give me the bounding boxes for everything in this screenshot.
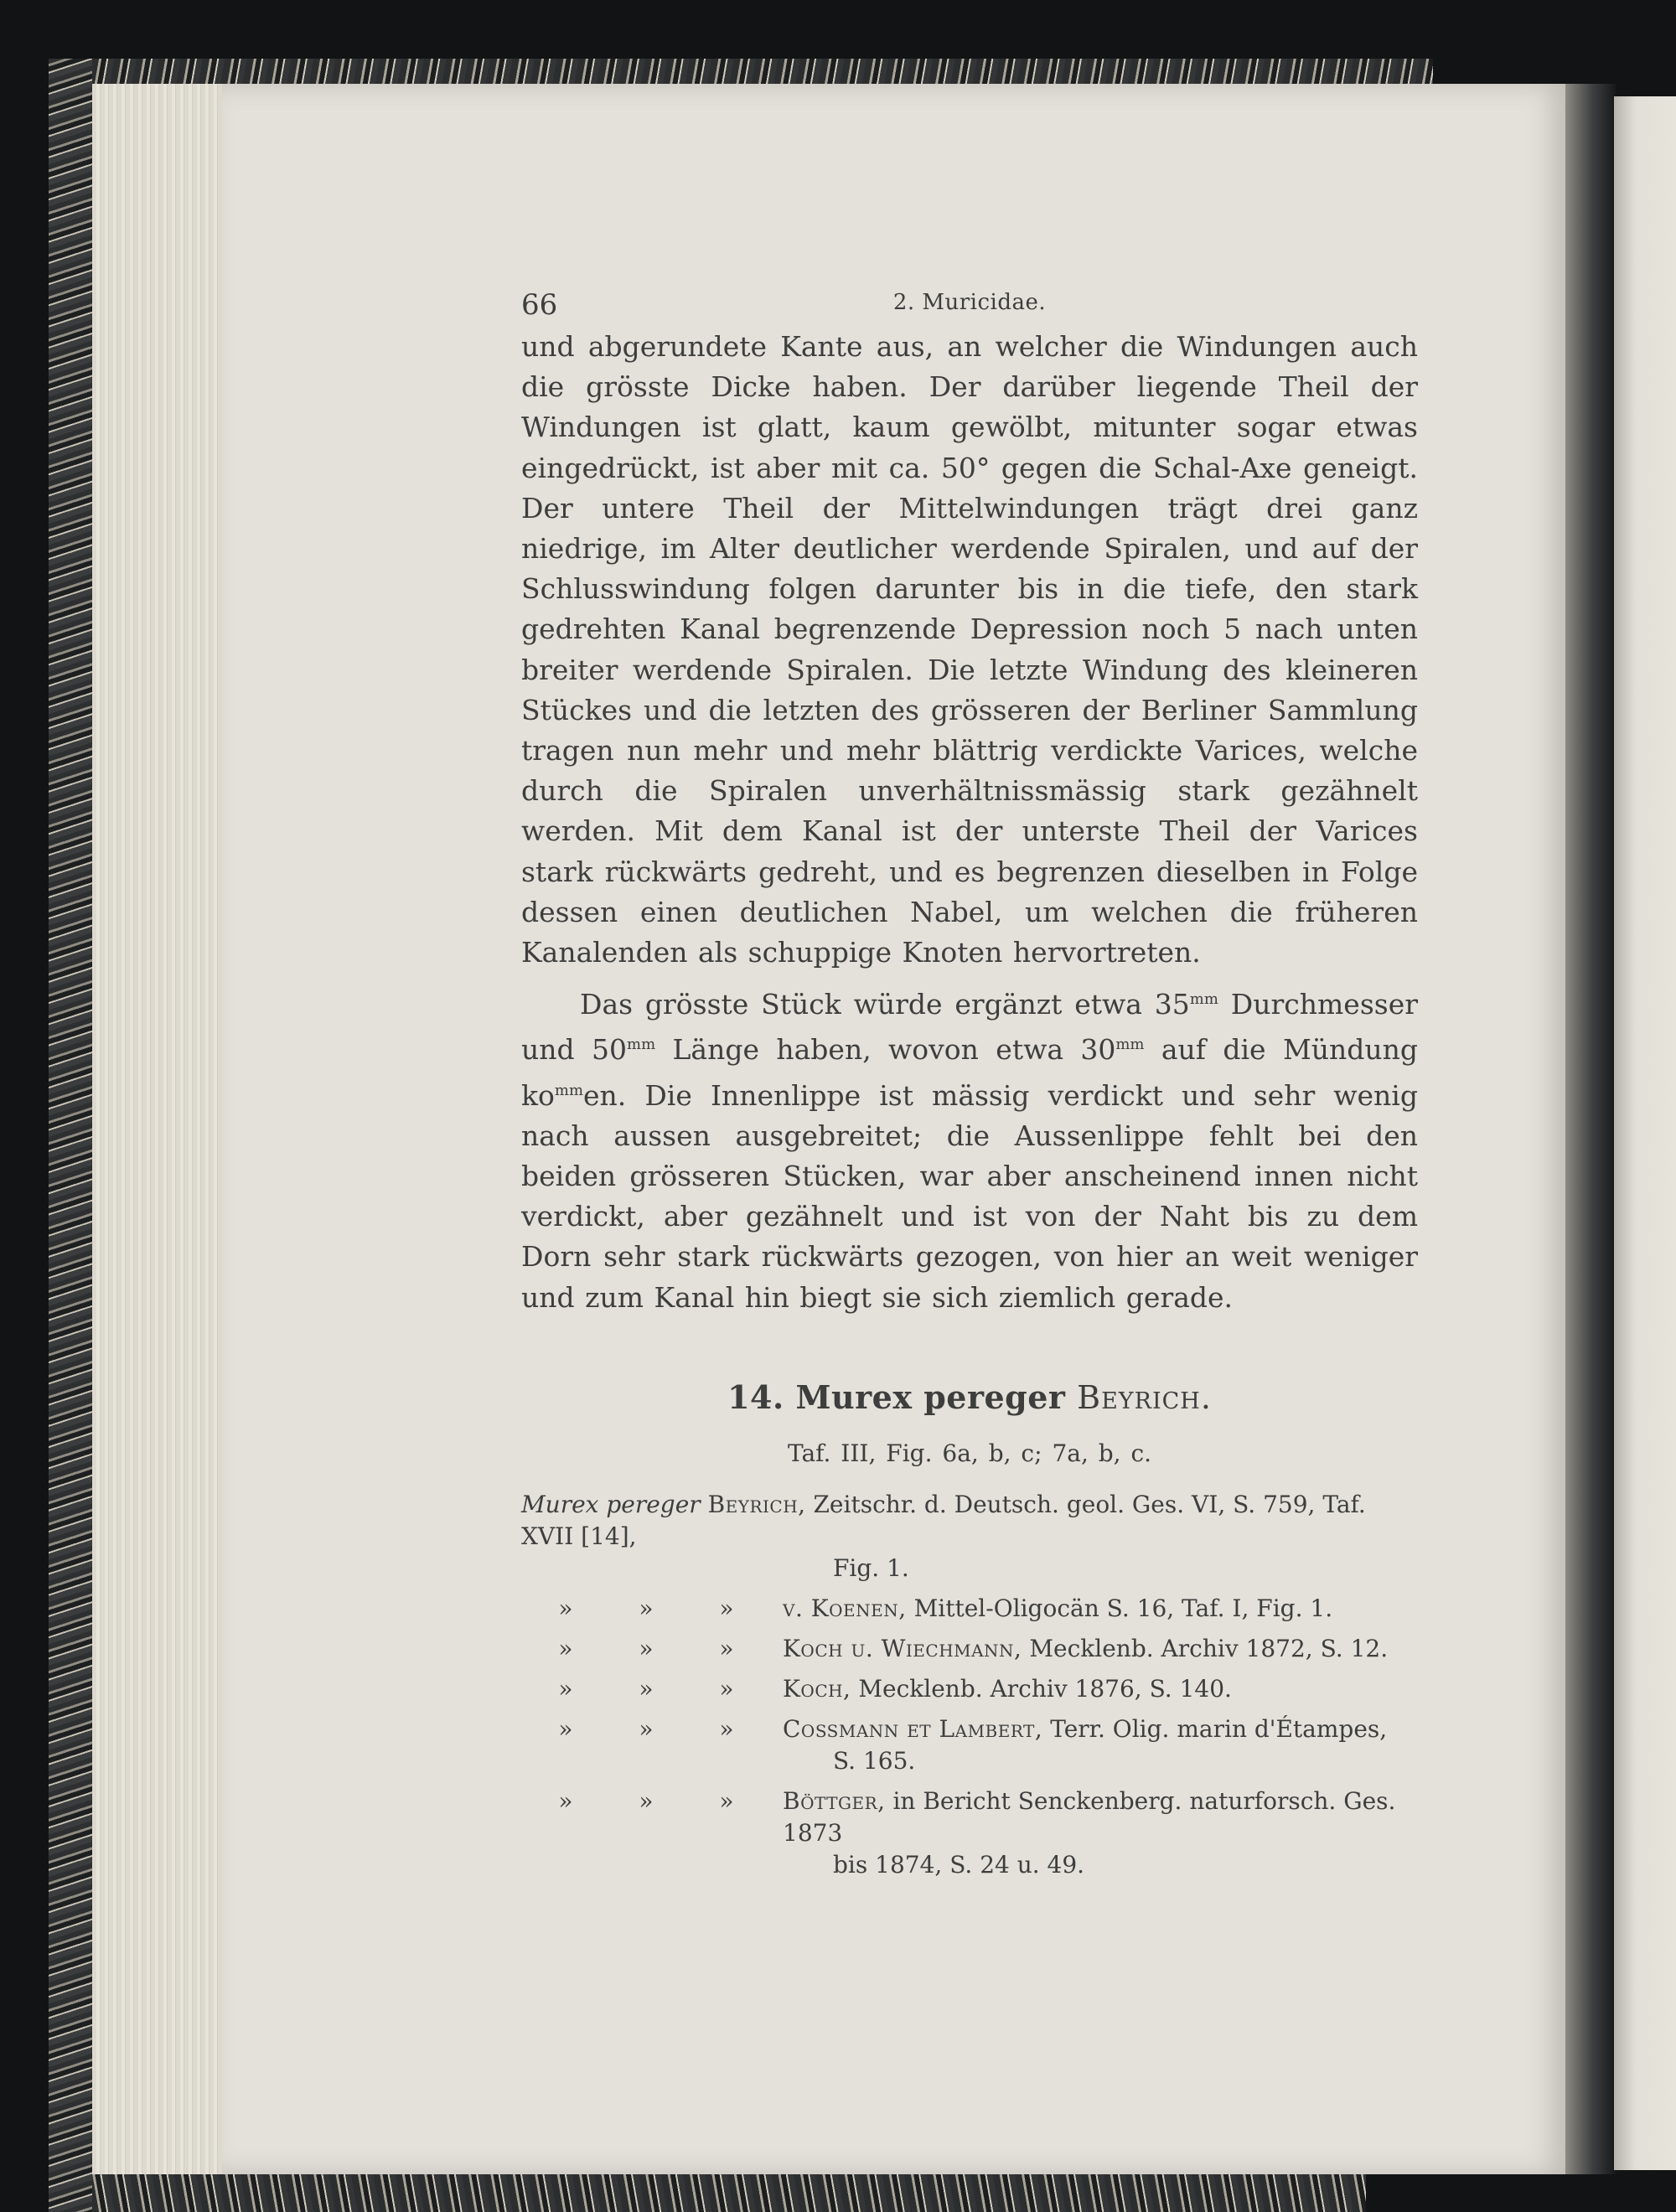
unit-superscript: mm bbox=[1189, 990, 1218, 1009]
unit-superscript: mm bbox=[1115, 1036, 1145, 1054]
ditto-marks bbox=[521, 1713, 739, 1745]
body-paragraph: und abgerundete Kante aus, an welcher die Windungen auch die grösste Dicke haben. Der darüber liegende Theil der Windungen ist glatt, kaum gewölbt, mitunter sogar etwas eingedrückt, ist aber mit ca. 50° gegen die Schal-Axe geneigt. Der untere Theil der Mittelwindungen trägt drei ganz niedrige, im Alter deutlicher werdende Spiralen, und auf der Schlusswindung folgen darunter bis in die tiefe, den stark gedrehten Kanal begrenzende Depression noch 5 nach unten breiter werdende Spiralen. Die letzte Windung des kleineren Stückes und die letzten des grösseren der Berliner Sammlung tragen nun mehr und mehr blättrig verdickte Varices, welche durch die Spiralen unverhältnissmässig stark gezähnelt werden. Mit dem Kanal ist der unterste Theil der Varices stark rückwärts gedreht, und es begrenzen dieselben in Folge dessen einen deutlichen Nabel, um welchen die früheren Kanalenden als schuppige Knoten hervortreten. bbox=[521, 330, 1418, 969]
body-paragraph: Das grösste Stück würde ergänzt etwa $35^{mm}$ Durchmesser und $50^{mm}$ Länge haben, wovon etwa $30^{mm}$ auf die Mündung $ko^{mm}en$. Die Innenlippe ist mässig verdickt und sehr wenig nach aussen ausgebreitet; die Aussenlippe fehlt bei den beiden grösseren Stücken, war aber anscheinend innen nicht verdickt, aber gezähnelt und ist von der Naht bis zu dem Dorn sehr stark rückwärts gezogen, von hier an weit weniger und zum Kanal hin biegt sie sich ziemlich gerade. bbox=[521, 988, 1418, 1314]
ditto-mark: » bbox=[719, 1674, 734, 1703]
synonym-reference: Mecklenb. Archiv 1872, S. 12. bbox=[1022, 1634, 1389, 1662]
synonymy-entry bbox=[521, 1593, 1418, 1625]
facing-page bbox=[1614, 96, 1676, 2170]
synonymy-rows bbox=[521, 1593, 1418, 1881]
book-cover-top bbox=[92, 59, 1433, 84]
synonym-author: Koch u. Wiechmann, bbox=[783, 1634, 1022, 1662]
synonym-author: Beyrich, bbox=[707, 1490, 806, 1518]
ditto-marks bbox=[521, 1786, 739, 1817]
species-name: Murex pereger bbox=[795, 1377, 1066, 1416]
synonymy-entry bbox=[521, 1489, 1418, 1584]
species-heading bbox=[521, 1378, 1418, 1416]
ditto-mark: » bbox=[558, 1674, 573, 1703]
synonym-name: Murex pereger bbox=[521, 1490, 701, 1518]
ditto-mark: » bbox=[719, 1786, 734, 1815]
unit-superscript: mm bbox=[554, 1081, 584, 1099]
page-edges bbox=[92, 84, 230, 2174]
synonym-reference: Mittel-Oligocän S. 16, Taf. I, Fig. 1. bbox=[906, 1594, 1333, 1622]
synonymy-entry bbox=[521, 1633, 1418, 1665]
book-cover-left bbox=[49, 59, 99, 2212]
ditto-mark: » bbox=[558, 1594, 573, 1622]
synonym-reference: Mecklenb. Archiv 1876, S. 140. bbox=[851, 1674, 1232, 1703]
synonym-author: Koch, bbox=[783, 1674, 851, 1703]
ditto-marks bbox=[521, 1673, 739, 1705]
page-number: 66 bbox=[521, 288, 558, 322]
ditto-mark: » bbox=[558, 1634, 573, 1662]
spine-shadow bbox=[1565, 84, 1616, 2174]
synonymy-entry bbox=[521, 1713, 1418, 1777]
synonym-reference-continued: Fig. 1. bbox=[833, 1553, 909, 1582]
running-head bbox=[521, 276, 1418, 327]
synonym-reference-continued: S. 165. bbox=[833, 1746, 916, 1775]
ditto-mark: » bbox=[719, 1714, 734, 1743]
section-title: 2. Muricidae. bbox=[892, 290, 1047, 315]
ditto-mark: » bbox=[639, 1594, 654, 1622]
ditto-mark: » bbox=[639, 1674, 654, 1703]
page-text bbox=[521, 276, 1418, 1889]
synonymy-entry bbox=[521, 1786, 1418, 1881]
synonym-reference: Terr. Olig. marin d'Étampes, bbox=[1042, 1714, 1388, 1743]
synonym-reference: Zeitschr. d. Deutsch. geol. Ges. VI, S. 759, Taf. XVII [14], bbox=[521, 1490, 1366, 1550]
ditto-marks bbox=[521, 1593, 739, 1625]
species-author: Beyrich. bbox=[1077, 1378, 1212, 1416]
synonym-reference: in Bericht Senckenberg. naturforsch. Ges. 1873 bbox=[783, 1786, 1396, 1847]
synonym-reference-continued: bis 1874, S. 24 u. 49. bbox=[833, 1850, 1085, 1879]
ditto-mark: » bbox=[639, 1634, 654, 1662]
synonym-author: v. Koenen, bbox=[783, 1594, 907, 1622]
species-number: 14. bbox=[727, 1377, 784, 1416]
synonymy-list bbox=[521, 1489, 1418, 1881]
ditto-mark: » bbox=[719, 1634, 734, 1662]
synonym-author: Böttger, bbox=[783, 1786, 886, 1815]
unit-superscript: mm bbox=[627, 1036, 656, 1054]
plate-reference: Taf. III, Fig. 6a, b, c; 7a, b, c. bbox=[787, 1439, 1152, 1467]
synonymy-entry bbox=[521, 1673, 1418, 1705]
ditto-marks bbox=[521, 1633, 739, 1665]
ditto-mark: » bbox=[558, 1714, 573, 1743]
ditto-mark: » bbox=[639, 1786, 654, 1815]
synonym-author: Cossmann et Lambert, bbox=[783, 1714, 1043, 1743]
ditto-mark: » bbox=[558, 1786, 573, 1815]
ditto-mark: » bbox=[639, 1714, 654, 1743]
ditto-mark: » bbox=[719, 1594, 734, 1622]
book-cover-bottom bbox=[92, 2172, 1366, 2212]
